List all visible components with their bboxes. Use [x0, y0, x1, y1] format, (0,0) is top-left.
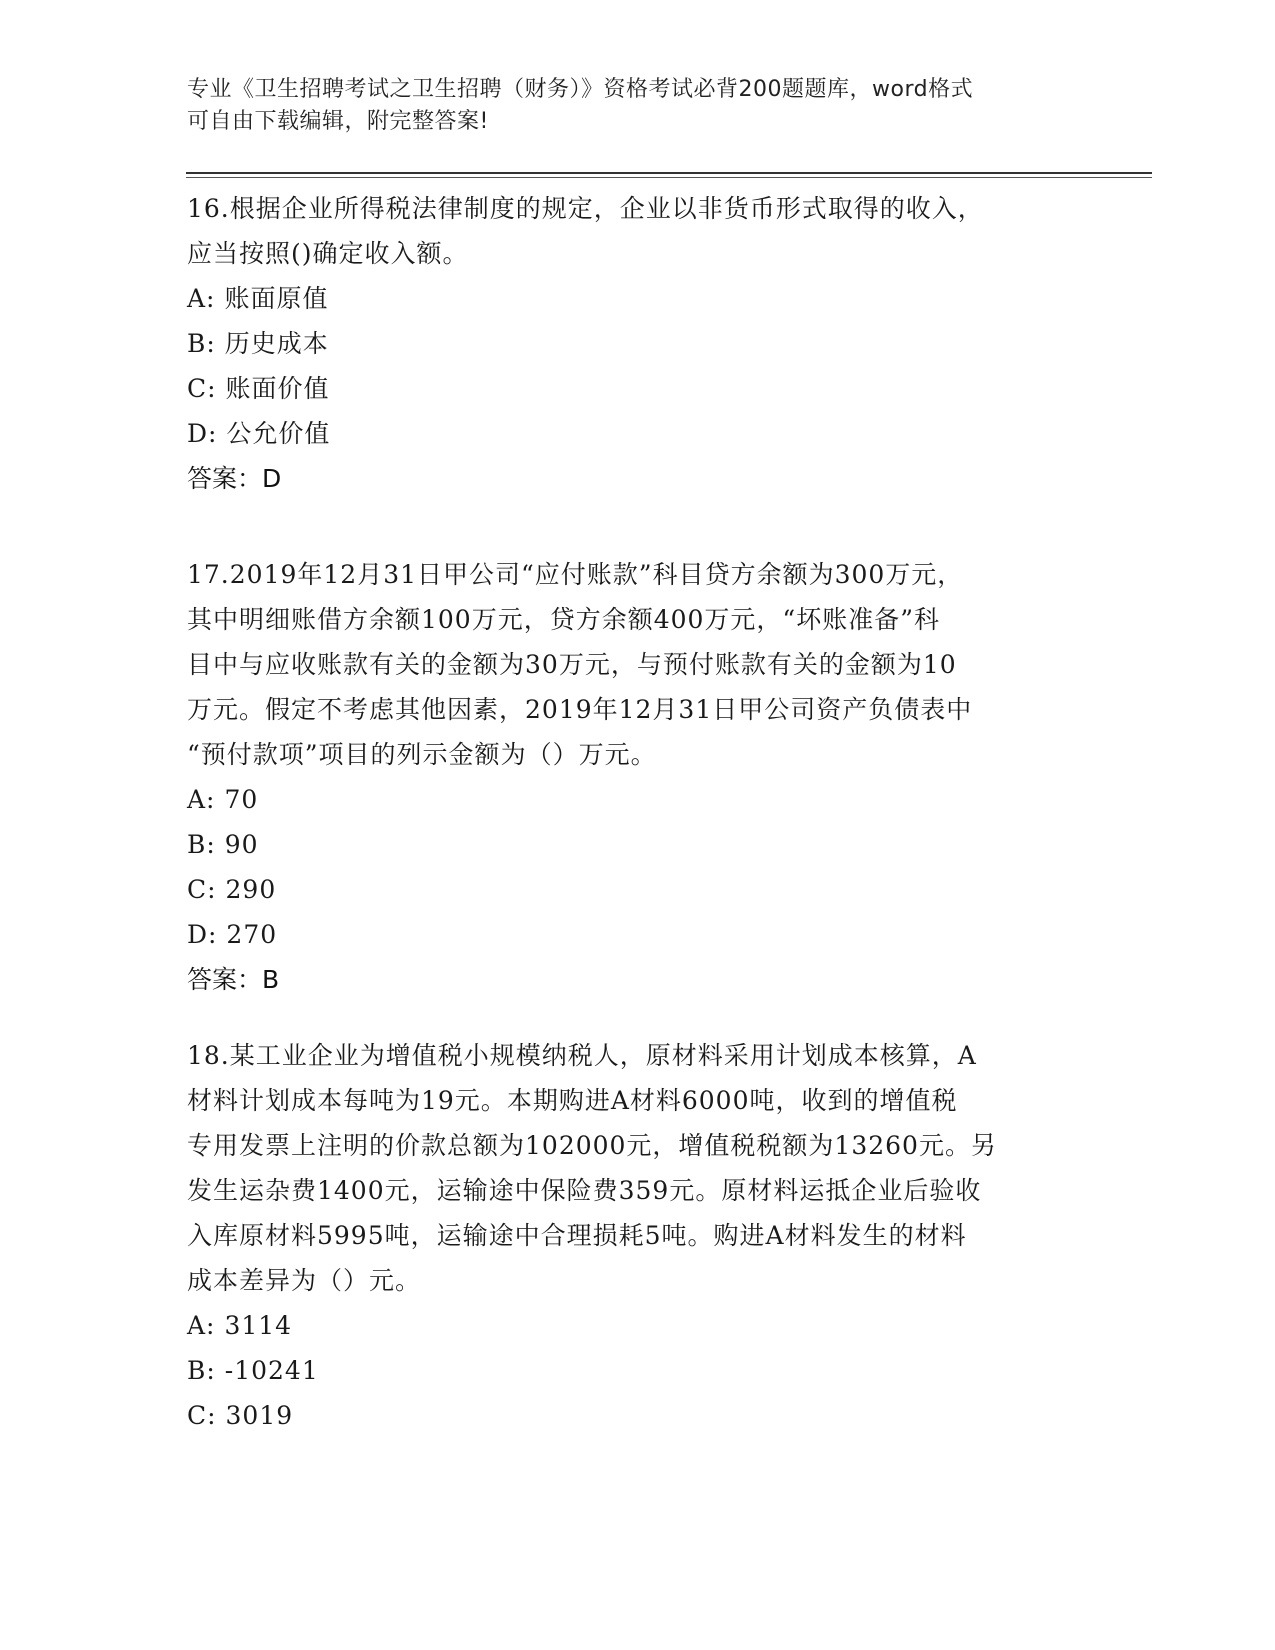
option-key: A: — [187, 284, 216, 313]
question-16 — [187, 186, 1067, 501]
option-c — [187, 867, 1067, 912]
question-stem-line: 其中明细账借方余额100万元，贷方余额400万元，“坏账准备”科 — [187, 605, 940, 634]
option-key: C: — [187, 374, 217, 403]
option-d — [187, 411, 1067, 456]
option-key: B: — [187, 1356, 216, 1385]
question-stem-line: “预付款项”项目的列示金额为（）万元。 — [187, 740, 657, 769]
option-text: 历史成本 — [224, 329, 329, 358]
option-text: 3019 — [225, 1401, 294, 1430]
answer-line: 答案：B — [187, 965, 280, 994]
option-text: 3114 — [224, 1311, 293, 1340]
question-stem-line: 成本差异为（）元。 — [187, 1266, 422, 1295]
question-stem-line: 万元。假定不考虑其他因素，2019年12月31日甲公司资产负债表中 — [187, 695, 973, 724]
answer-line: 答案：D — [187, 464, 282, 493]
option-text: 70 — [224, 785, 259, 814]
option-key: D: — [187, 419, 218, 448]
option-text: 账面价值 — [225, 374, 330, 403]
option-key: C: — [187, 875, 217, 904]
option-text: 账面原值 — [224, 284, 329, 313]
question-stem-line: 17.2019年12月31日甲公司“应付账款”科目贷方余额为300万元， — [187, 560, 964, 589]
option-b — [187, 321, 1067, 366]
option-text: -10241 — [224, 1356, 319, 1385]
question-stem-line: 目中与应收账款有关的金额为30万元，与预付账款有关的金额为10 — [187, 650, 957, 679]
option-key: B: — [187, 830, 216, 859]
option-key: C: — [187, 1401, 217, 1430]
option-text: 270 — [226, 920, 278, 949]
option-text: 公允价值 — [226, 419, 331, 448]
option-key: D: — [187, 920, 218, 949]
option-a — [187, 1303, 1067, 1348]
question-stem-line: 专用发票上注明的价款总额为102000元，增值税税额为13260元。另 — [187, 1131, 997, 1160]
document-header — [187, 74, 1067, 138]
option-c — [187, 366, 1067, 411]
option-text: 90 — [224, 830, 259, 859]
header-divider-thin — [186, 177, 1152, 178]
question-stem-line: 应当按照()确定收入额。 — [187, 239, 469, 268]
question-stem-line: 发生运杂费1400元，运输途中保险费359元。原材料运抵企业后验收 — [187, 1176, 982, 1205]
question-stem-line: 18.某工业企业为增值税小规模纳税人，原材料采用计划成本核算，A — [187, 1041, 977, 1070]
option-key: A: — [187, 1311, 216, 1340]
option-d — [187, 912, 1067, 957]
option-b — [187, 1348, 1067, 1393]
question-18 — [187, 1033, 1067, 1438]
option-c — [187, 1393, 1067, 1438]
option-key: B: — [187, 329, 216, 358]
header-line-2: 可自由下载编辑，附完整答案! — [187, 109, 489, 134]
header-divider-thick — [186, 172, 1152, 174]
question-stem-line: 16.根据企业所得税法律制度的规定，企业以非货币形式取得的收入， — [187, 194, 984, 223]
header-line-1: 专业《卫生招聘考试之卫生招聘（财务）》资格考试必背200题题库，word格式 — [187, 77, 974, 102]
question-17 — [187, 552, 1067, 1002]
option-a — [187, 276, 1067, 321]
option-a — [187, 777, 1067, 822]
option-key: A: — [187, 785, 216, 814]
option-b — [187, 822, 1067, 867]
question-stem-line: 入库原材料5995吨，运输途中合理损耗5吨。购进A材料发生的材料 — [187, 1221, 967, 1250]
option-text: 290 — [225, 875, 277, 904]
question-stem-line: 材料计划成本每吨为19元。本期购进A材料6000吨，收到的增值税 — [187, 1086, 958, 1115]
